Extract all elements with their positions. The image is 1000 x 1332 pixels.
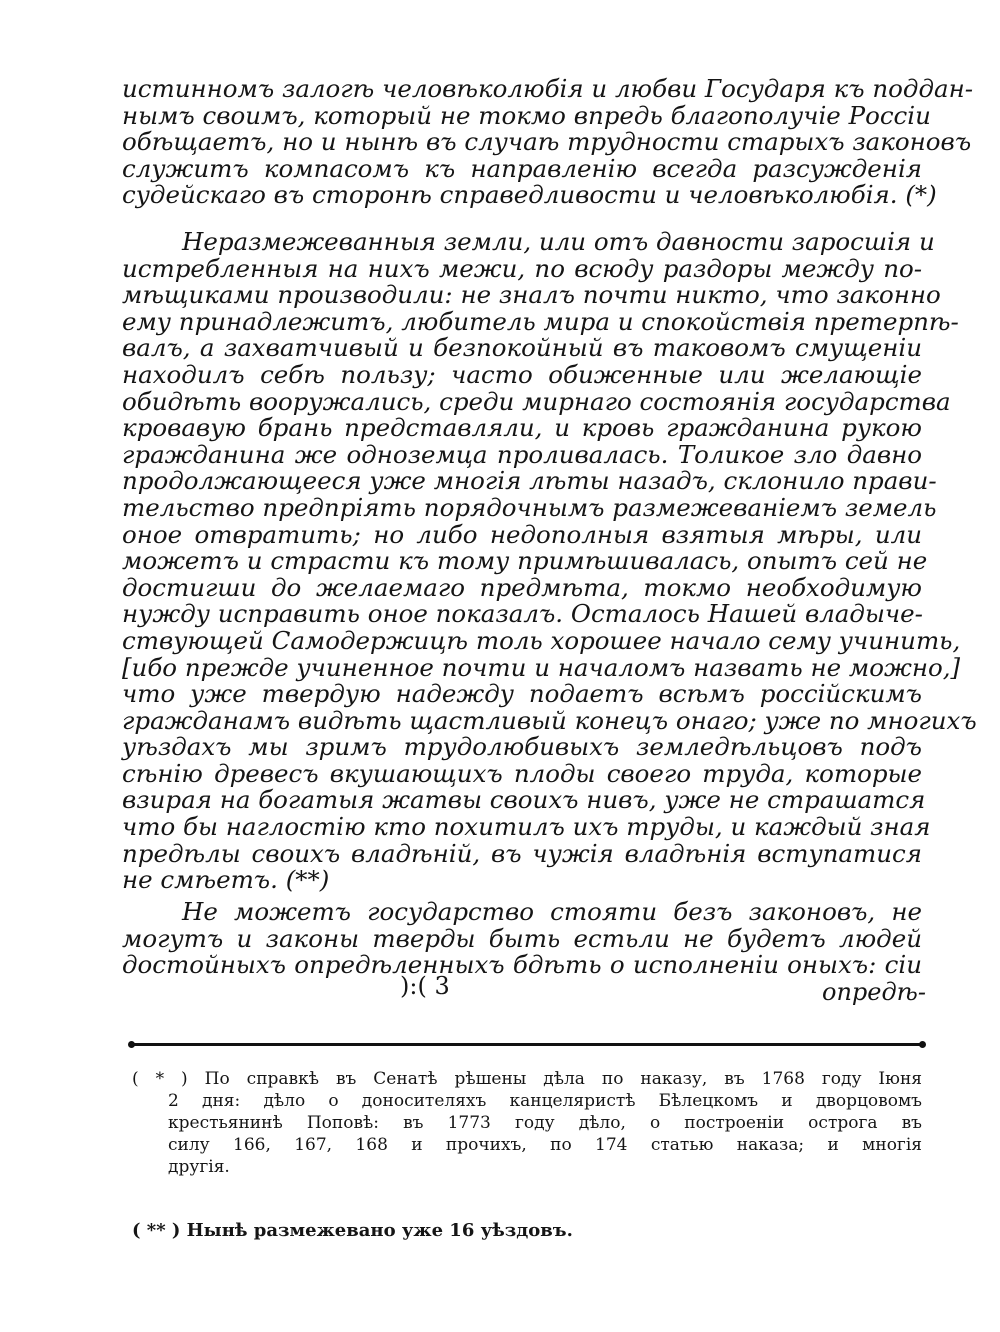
text-line: предѣлы своихъ владѣній, въ чужія владѣнія вступатися (122, 838, 922, 868)
text-line: гражданамъ видѣть щастливый конецъ онаго; уже по многихъ (122, 705, 977, 735)
text-line: обѣщаетъ, но и нынѣ въ случаѣ трудности старыхъ законовъ (122, 127, 972, 157)
paragraph-3 (122, 899, 922, 979)
text-line: достигши до желаемаго предмѣта, токмо необходимую (122, 572, 922, 602)
footnote-line: 2 дня: дѣло о доносителяхъ канцеляристѣ Бѣлецкомъ и дворцовомъ (168, 1091, 922, 1111)
text-line: что бы наглостію кто похитилъ ихъ труды, и каждый зная (122, 812, 931, 842)
text-line: гражданина же одноземца проливалась. Толикое зло давно (122, 439, 922, 469)
text-line: Не можетъ государство стояти безъ законовъ, не (182, 897, 922, 926)
paragraph-2 (122, 227, 977, 895)
footnote-divider (132, 1043, 922, 1046)
catchword: опредѣ- (822, 978, 926, 1006)
text-line: Неразмежеванныя земли, или отъ давности заросшія и (182, 227, 935, 256)
text-line: находилъ себѣ пользу; часто обиженные или желающіе (122, 359, 922, 389)
text-line: мѣщиками производили: не зналъ почти никто, что законно (122, 280, 941, 310)
text-line: [ибо прежде учиненное почти и началомъ назвать не можно,] (122, 652, 961, 682)
text-line: взирая на богатыя жатвы своихъ нивъ, уже не страшатся (122, 785, 926, 815)
text-line: нужду исправить оное показалъ. Осталось Нашей владыче- (122, 599, 923, 629)
text-line: нымъ своимъ, который не токмо впредь благополучіе Россіи (122, 100, 931, 130)
footnote-2 (132, 1220, 922, 1242)
text-line: не смѣетъ. (**) (122, 865, 330, 895)
text-line: судейскаго въ сторонѣ справедливости и человѣколюбія. (*) (122, 180, 937, 210)
signature-mark: ):( 3 (400, 972, 450, 1000)
footnote-line: другія. (168, 1157, 230, 1177)
text-line: могутъ и законы тверды быть естьли не будетъ людей (122, 923, 922, 953)
text-line: обидѣть вооружались, среди мирнаго состоянія государства (122, 386, 951, 416)
text-line: оное отвратить; но либо недополныя взятыя мѣры, или (122, 519, 922, 549)
text-line: можетъ и страсти къ тому примѣшивалась, опытъ сей не (122, 546, 928, 576)
text-line: что уже твердую надежду подаетъ всѣмъ россійскимъ (122, 679, 922, 709)
text-line: кровавую брань представляли, и кровь гражданина рукою (122, 413, 922, 443)
footnote-line: крестьянинѣ Поповѣ: въ 1773 году дѣло, о построеніи острога въ (168, 1113, 922, 1133)
text-line: достойныхъ опредѣленныхъ бдѣть о исполненіи оныхъ: сіи (122, 950, 922, 980)
text-line: ствующей Самодержицѣ толь хорошее начало сему учинить, (122, 625, 961, 655)
text-line: истребленныя на нихъ межи, по всюду раздоры между по- (122, 253, 922, 283)
footnote-line: ( * ) По справкѣ въ Сенатѣ рѣшены дѣла по наказу, въ 1768 году Іюня (132, 1069, 922, 1089)
text-line: валъ, а захватчивый и безпокойный въ таковомъ смущеніи (122, 333, 922, 363)
text-line: истинномъ залогѣ человѣколюбія и любви Государя къ поддан- (122, 74, 973, 103)
text-line: продолжающееся уже многія лѣты назадъ, склонило прави- (122, 466, 937, 496)
paragraph-1 (122, 74, 973, 210)
footnote-line: ( ** ) Нынѣ размежевано уже 16 уѣздовъ. (132, 1220, 573, 1241)
text-line: ему принадлежитъ, любитель мира и спокойствія претерпѣ- (122, 306, 959, 336)
footnote-line: силу 166, 167, 168 и прочихъ, по 174 статью наказа; и многія (168, 1135, 922, 1155)
footnote-1 (132, 1068, 922, 1178)
text-line: служитъ компасомъ къ направленію всегда разсужденія (122, 153, 922, 183)
text-line: сѣнію древесъ вкушающихъ плоды своего труда, которые (122, 758, 922, 788)
text-line: тельство предпріять порядочнымъ размежеваніемъ земель (122, 492, 937, 522)
text-line: уѣздахъ мы зримъ трудолюбивыхъ земледѣльцовъ подъ (122, 732, 922, 762)
